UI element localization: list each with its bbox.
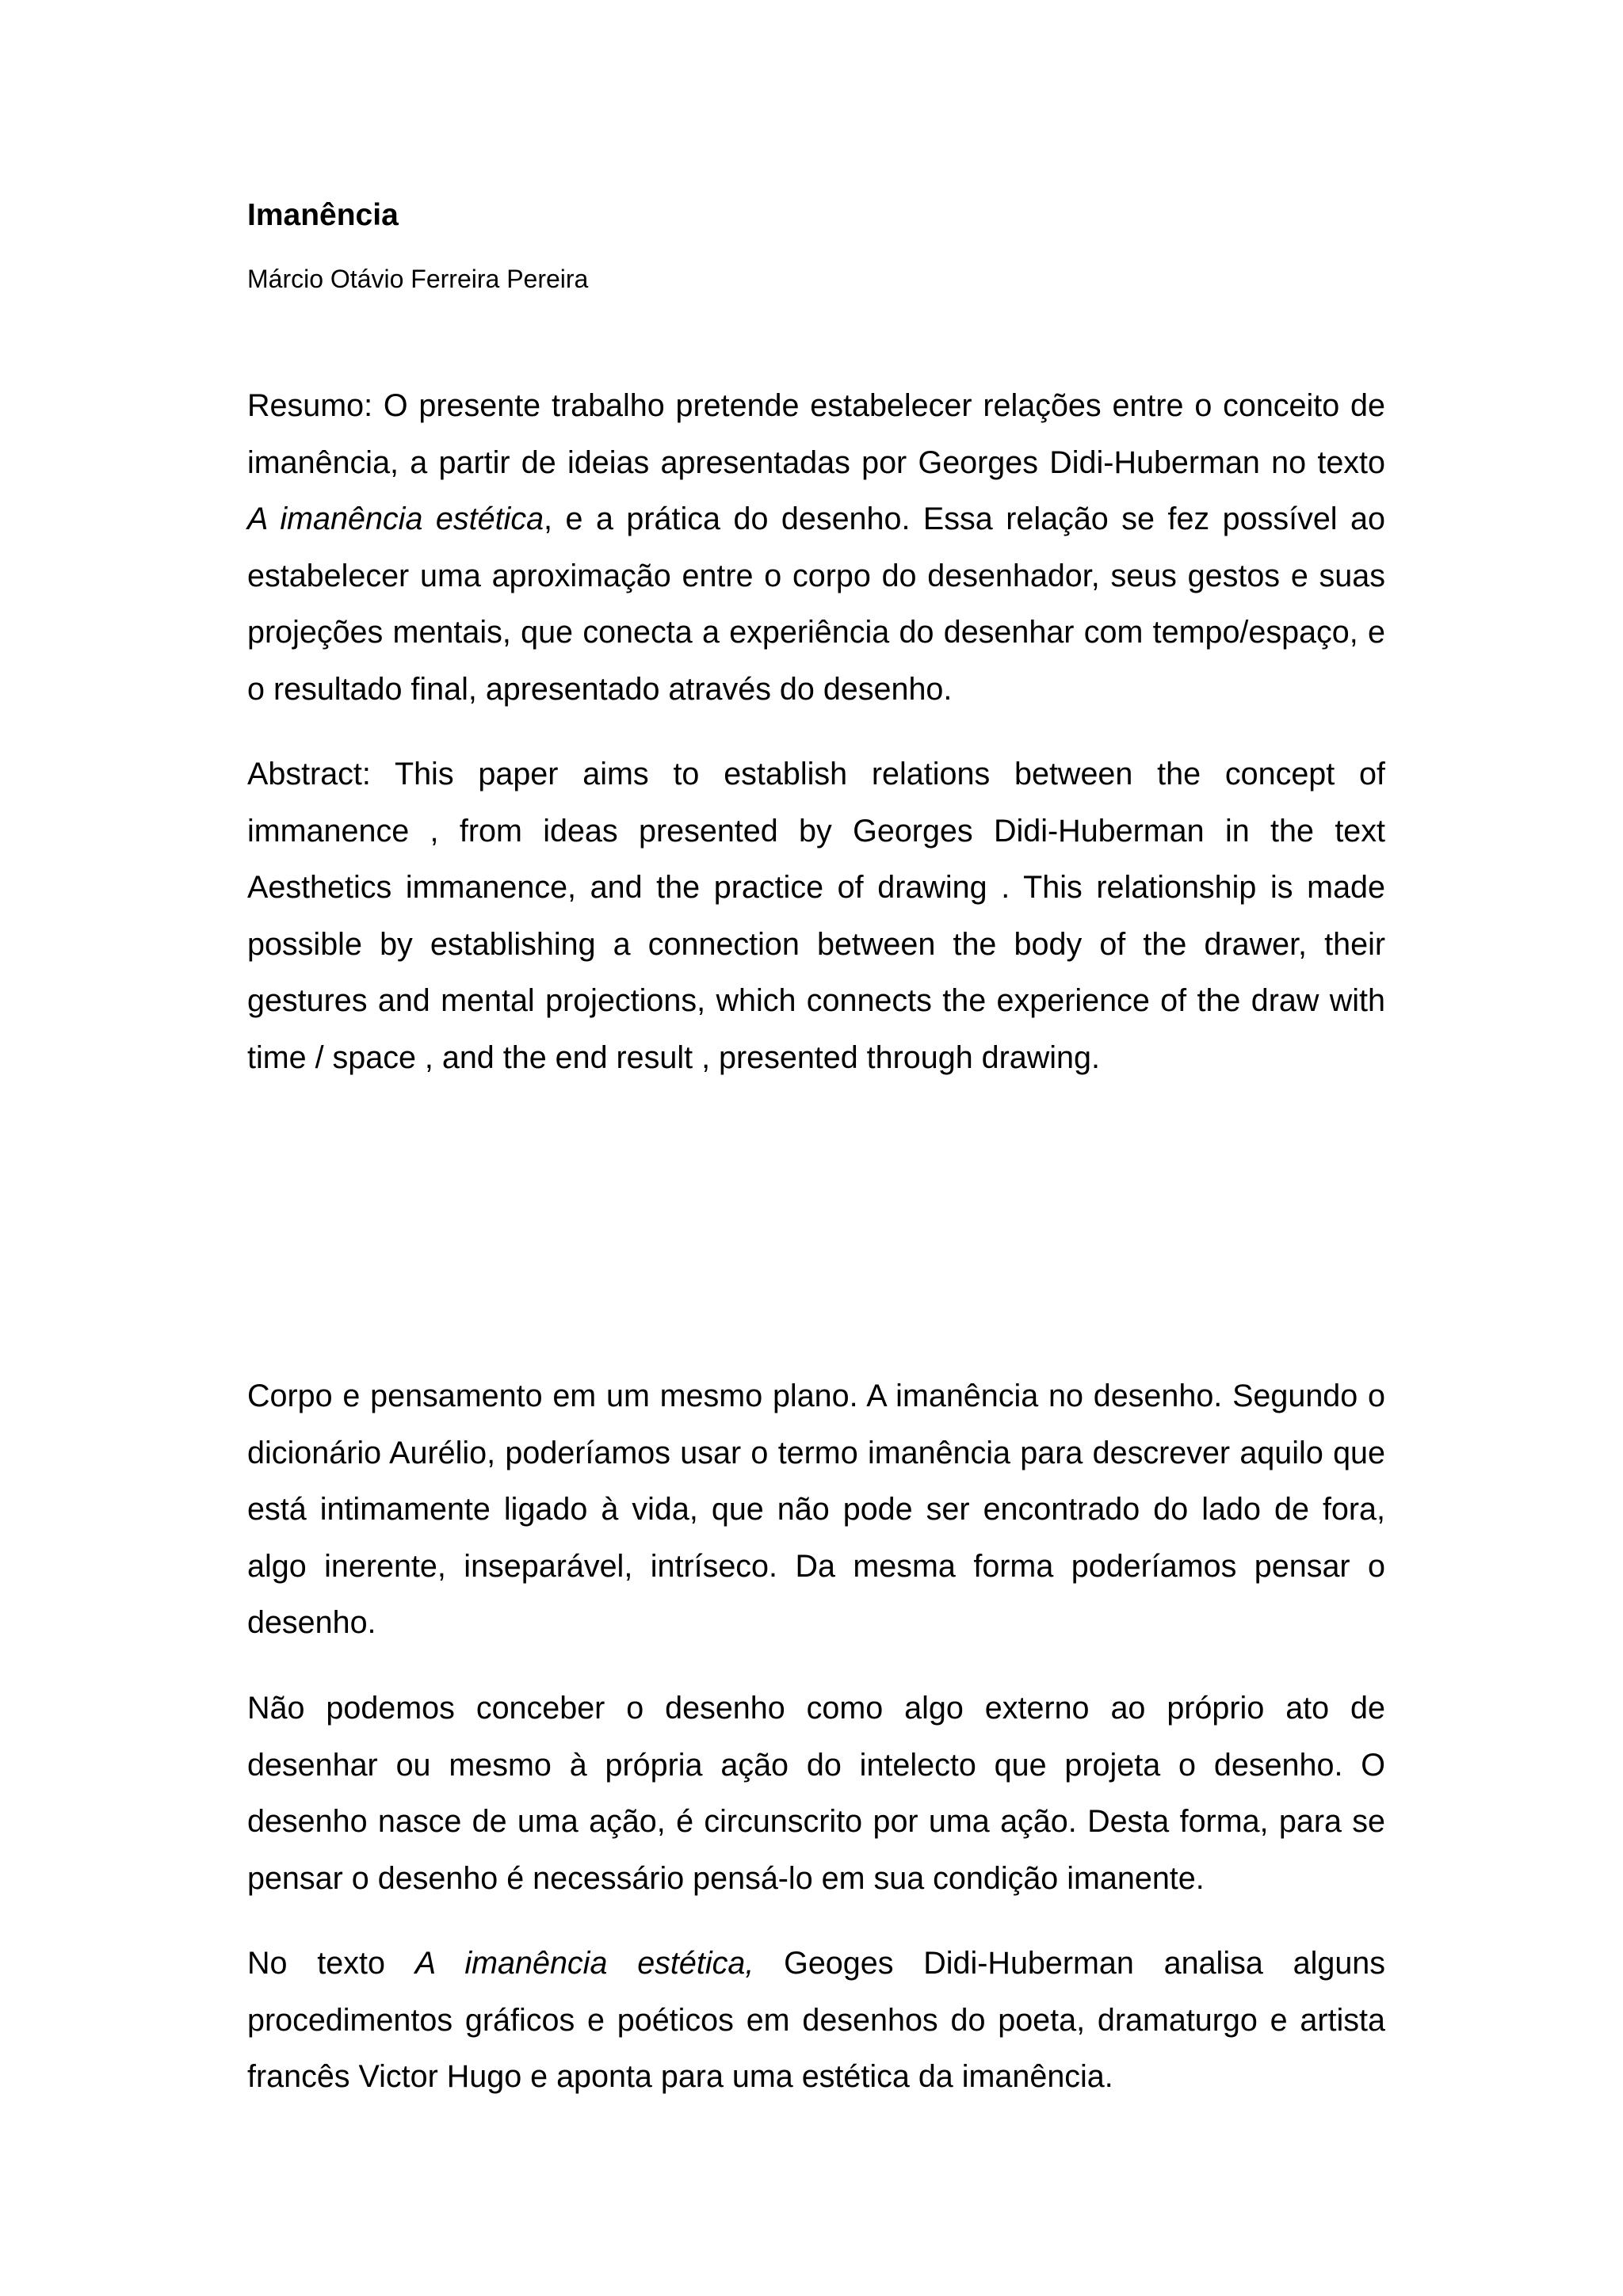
resumo-paragraph	[247, 378, 1385, 718]
body-paragraph-1: Corpo e pensamento em um mesmo plano. A imanência no desenho. Segundo o dicionário Aurélio, poderíamos usar o termo imanência para descrever aquilo que está intimamente ligado à vida, que não pode ser encontrado do lado de fora, algo inerente, inseparável, intríseco. Da mesma forma poderíamos pensar o desenho.	[247, 1379, 1385, 1640]
body-paragraph-3	[247, 1936, 1385, 2106]
body-paragraph-2: Não podemos conceber o desenho como algo externo ao próprio ato de desenhar ou mesmo à própria ação do intelecto que projeta o desenho. O desenho nasce de uma ação, é circunscrito por uma ação. Desta forma, para se pensar o desenho é necessário pensá-lo em sua condição imanente.	[247, 1691, 1385, 1896]
body-paragraph-3-end: Geoges Didi-Huberman analisa alguns procedimentos gráficos e poéticos em desenhos do poeta, dramaturgo e artista francês Victor Hugo e aponta para uma estética da imanência.	[247, 1946, 1385, 2094]
body-paragraph-3-start: No texto	[247, 1946, 415, 1981]
resumo-text-end: , e a prática do desenho. Essa relação se fez possível ao estabelecer uma aproximação entre o corpo do desenhador, seus gestos e suas projeções mentais, que conecta a experiência do desenhar com tempo/espaço, e o resultado final, apresentado através do desenho.	[247, 502, 1385, 707]
resumo-text-start: Resumo: O presente trabalho pretende estabelecer relações entre o conceito de imanência, a partir de ideias apresentadas por Georges Didi-Huberman no texto	[247, 388, 1385, 480]
abstract-paragraph: Abstract: This paper aims to establish relations between the concept of immanence , from ideas presented by Georges Didi-Huberman in the text Aesthetics immanence, and the practice of drawing . This relationship is made possible by establishing a connection between the body of the drawer, their gestures and mental projections, which connects the experience of the draw with time / space , and the end result , presented through drawing.	[247, 757, 1385, 1075]
author-name: Márcio Otávio Ferreira Pereira	[247, 265, 589, 293]
resumo-italic-title: A imanência estética	[247, 502, 544, 536]
paper-title: Imanência	[247, 198, 399, 232]
body-paragraph-3-italic-title: A imanência estética,	[414, 1946, 754, 1981]
